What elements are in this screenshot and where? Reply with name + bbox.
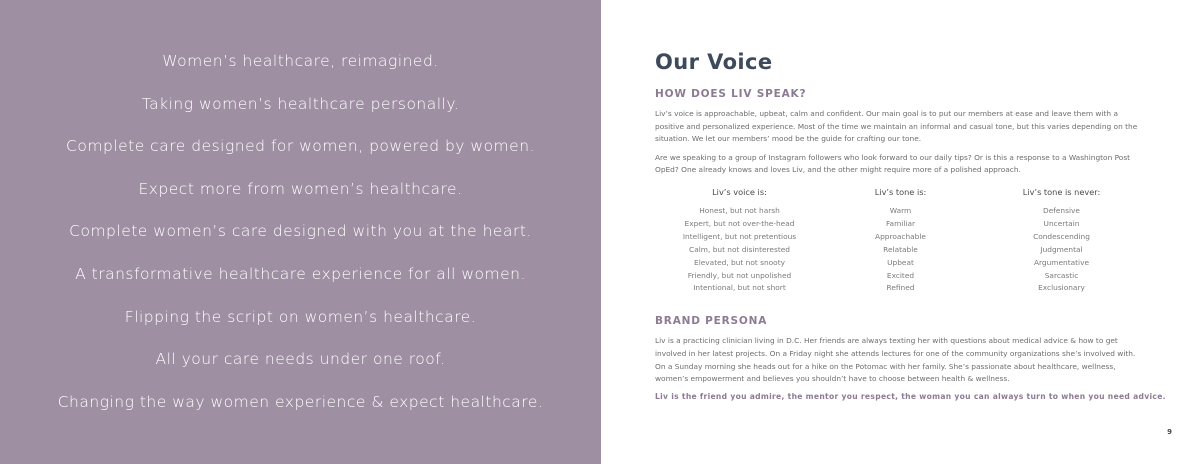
list-item: Excited — [886, 270, 915, 280]
persona-paragraph: Liv is a practicing clinician living in D.C. Her friends are always texting her with questions about medical advice & how to get involved in her latest projects. On a Friday night she attends lectures for one of the community organizations she’s involved with. On a Sunday morning she heads out for a hike on the Potomac with her family. She’s passionate about healthcare, wellness, women’s empowerment and believes you shouldn’t have to choose between health & wellness. — [655, 336, 1136, 384]
voice-tone-columns — [655, 187, 1148, 295]
list-item: Friendly, but not unpolished — [687, 270, 792, 280]
list-item: Exclusionary — [1038, 283, 1085, 293]
tagline: Complete women’s care designed with you at the heart. — [69, 222, 532, 241]
tagline: All your care needs under one roof. — [155, 350, 446, 369]
list-item: Upbeat — [887, 257, 914, 267]
tone-never-column — [981, 187, 1142, 295]
list-item: Relatable — [883, 244, 918, 254]
list-item: Familiar — [885, 218, 916, 228]
list-item: Expert, but not over-the-head — [684, 218, 795, 228]
section-heading-brand-persona: BRAND PERSONA — [655, 315, 768, 328]
page-title: Our Voice — [655, 50, 773, 74]
tagline: Women’s healthcare, reimagined. — [162, 52, 439, 70]
list-item: Elevated, but not snooty — [694, 257, 785, 267]
list-item: Judgmental — [1040, 244, 1083, 254]
tagline: A transformative healthcare experience for all women. — [75, 264, 526, 283]
audience-paragraph: Are we speaking to a group of Instagram followers who look forward to our daily tips? Or is this a response to a Washington Post OpEd? One already knows and loves Liv, and the other might require more of a polished approach. — [655, 152, 1131, 175]
column-heading: Liv’s tone is: — [874, 186, 927, 197]
tagline: Expect more from women’s healthcare. — [138, 179, 463, 198]
list-item: Calm, but not disinterested — [689, 244, 790, 254]
list-item: Defensive — [1043, 205, 1080, 215]
list-item: Approachable — [875, 231, 926, 241]
voice-column — [659, 187, 820, 295]
voice-panel — [601, 0, 1200, 464]
list-item: Refined — [886, 283, 915, 293]
tagline: Changing the way women experience & expect healthcare. — [57, 392, 544, 411]
tagline: Flipping the script on women’s healthcare. — [124, 307, 477, 326]
tagline: Taking women’s healthcare personally. — [141, 94, 460, 113]
list-item: Warm — [889, 205, 912, 215]
list-item: Condescending — [1033, 231, 1090, 241]
column-heading: Liv’s voice is: — [712, 186, 767, 197]
list-item: Intelligent, but not pretentious — [682, 231, 797, 241]
tone-column — [820, 187, 981, 295]
page-number: 9 — [1167, 428, 1172, 436]
voice-paragraph: Liv’s voice is approachable, upbeat, calm and confident. Our main goal is to put our members at ease and leave them with a positive and personalized experience. Most of the time we maintain an informal and casual tone, but this varies depending on the situation. We let our members’ mood be the guide for crafting our tone. — [655, 109, 1138, 144]
list-item: Intentional, but not short — [693, 283, 786, 293]
column-heading: Liv’s tone is never: — [1022, 186, 1101, 197]
list-item: Argumentative — [1033, 257, 1090, 267]
list-item: Honest, but not harsh — [699, 205, 780, 215]
persona-highlight: Liv is the friend you admire, the mentor you respect, the woman you can always turn to when you need advice. — [655, 391, 1166, 401]
list-item: Uncertain — [1043, 218, 1080, 228]
section-heading-how-liv-speaks: HOW DOES LIV SPEAK? — [655, 88, 807, 100]
list-item: Sarcastic — [1044, 270, 1079, 280]
tagline: Complete care designed for women, powered by women. — [66, 137, 535, 156]
